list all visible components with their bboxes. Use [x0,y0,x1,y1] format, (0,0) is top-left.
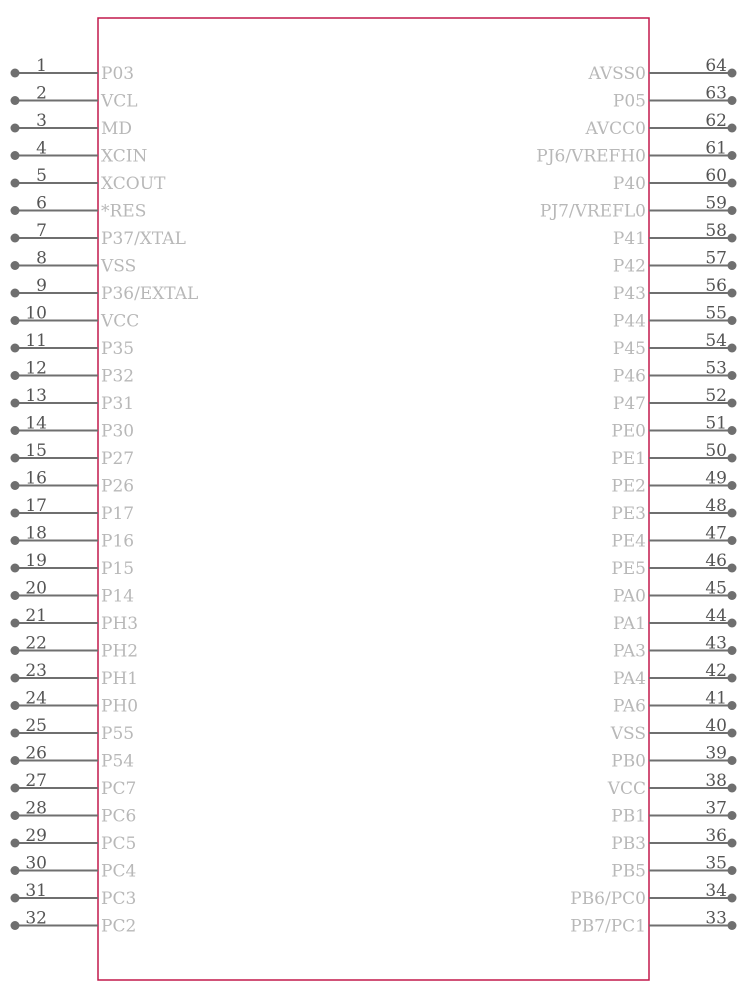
pin-name: P40 [612,174,646,194]
pin-endpoint-dot [11,151,20,160]
pin-name: PE0 [611,421,646,442]
pin-4 [11,139,148,167]
pin-2 [11,84,138,112]
pin-29 [11,826,137,854]
pin-endpoint-dot [728,206,737,215]
pin-name: PC7 [101,779,137,799]
pin-endpoint-dot [11,866,20,875]
pin-endpoint-dot [11,591,20,600]
pin-endpoint-dot [11,69,20,78]
pin-name: PC4 [101,861,137,882]
pin-name: XCOUT [101,174,166,194]
pin-endpoint-dot [11,756,20,765]
pin-name: P43 [612,284,646,304]
left-pin-group [11,56,199,937]
pin-endpoint-dot [11,619,20,628]
pin-endpoint-dot [11,701,20,710]
pin-name: P54 [101,751,135,772]
right-pin-group [536,56,736,937]
pin-number: 24 [25,688,47,709]
pin-name: PJ6/VREFH0 [536,146,646,167]
pin-endpoint-dot [728,811,737,820]
pin-name: PB6/PC0 [570,889,646,909]
pin-name: P17 [101,504,135,524]
pin-endpoint-dot [728,261,737,270]
pin-endpoint-dot [728,124,737,133]
pin-endpoint-dot [11,921,20,930]
pin-name: P37/XTAL [101,229,186,249]
pin-endpoint-dot [728,591,737,600]
pin-number: 64 [705,56,727,76]
pin-17 [11,496,135,524]
pin-number: 34 [705,881,727,901]
pin-name: P14 [101,586,135,607]
pin-endpoint-dot [728,536,737,545]
pin-name: PB5 [611,861,646,882]
pin-endpoint-dot [11,316,20,325]
pin-endpoint-dot [728,646,737,655]
pin-endpoint-dot [11,289,20,298]
pin-name: PE5 [611,559,646,579]
pin-53 [613,359,737,387]
pin-43 [613,634,736,662]
pin-endpoint-dot [11,454,20,463]
pin-endpoint-dot [11,426,20,435]
pin-number: 52 [705,386,727,406]
pin-endpoint-dot [728,619,737,628]
pin-12 [11,359,135,387]
pin-name: P16 [101,531,135,552]
pin-number: 4 [36,138,47,159]
pin-name: PA3 [613,641,646,662]
pin-name: VCC [607,779,646,799]
pin-26 [11,744,135,772]
pin-33 [570,909,736,937]
pin-endpoint-dot [11,481,20,490]
pin-name: P32 [101,366,135,387]
pin-endpoint-dot [728,509,737,518]
pin-37 [611,799,736,827]
pin-number: 37 [705,798,727,819]
pin-name: PH2 [101,641,139,662]
pin-name: P42 [612,256,646,277]
pin-number: 14 [25,413,47,434]
pin-42 [613,661,736,689]
pin-endpoint-dot [728,454,737,463]
pin-6 [11,194,147,222]
pin-number: 58 [705,221,727,241]
pin-18 [11,524,135,552]
pin-number: 41 [705,688,727,709]
pin-28 [11,799,137,827]
pin-number: 19 [25,551,47,571]
pin-name: AVCC0 [585,119,646,139]
pin-number: 46 [705,551,727,571]
pin-endpoint-dot [11,96,20,105]
pin-3 [11,111,133,139]
pin-endpoint-dot [728,866,737,875]
pin-number: 39 [705,743,727,764]
pin-13 [11,386,135,414]
pin-36 [611,826,736,854]
pin-8 [11,249,137,277]
pin-endpoint-dot [728,784,737,793]
pin-number: 26 [25,743,47,764]
pin-number: 56 [705,276,727,296]
pin-number: 12 [25,358,47,379]
pin-number: 59 [705,193,727,214]
pin-name: PC2 [101,916,137,937]
pin-name: PA0 [613,586,646,607]
pin-number: 55 [705,303,727,324]
pin-endpoint-dot [11,564,20,573]
pin-name: P27 [101,449,135,469]
pin-name: PH0 [101,696,139,717]
pin-name: VSS [101,256,137,277]
pin-number: 2 [36,83,47,104]
pin-14 [11,414,135,442]
pin-endpoint-dot [728,234,737,243]
pin-name: PC3 [101,889,137,909]
pin-number: 1 [36,56,47,76]
pin-number: 62 [705,111,727,131]
pin-name: PH1 [101,669,139,689]
pin-50 [611,441,736,469]
pin-number: 7 [36,221,47,241]
pin-27 [11,771,137,799]
pin-22 [11,634,139,662]
pin-name: PC6 [101,806,137,827]
pin-35 [611,854,736,882]
pin-44 [613,606,736,634]
pin-23 [11,661,139,689]
pin-32 [11,909,137,937]
pin-number: 25 [25,716,47,736]
pin-number: 28 [25,798,47,819]
pin-number: 31 [25,881,47,901]
pin-endpoint-dot [728,289,737,298]
pin-endpoint-dot [728,674,737,683]
pin-number: 30 [25,853,47,874]
pin-name: PB1 [611,806,646,827]
pin-endpoint-dot [11,399,20,408]
pin-16 [11,469,135,497]
pin-number: 8 [36,248,47,269]
pin-58 [613,221,737,249]
pin-11 [11,331,135,359]
pin-number: 16 [25,468,47,489]
pin-number: 45 [705,578,727,599]
pin-endpoint-dot [728,179,737,188]
pin-52 [613,386,737,414]
pin-47 [611,524,736,552]
pin-1 [11,56,135,84]
pin-25 [11,716,135,744]
pin-21 [11,606,139,634]
pin-endpoint-dot [11,674,20,683]
pin-number: 13 [25,386,47,406]
pin-number: 49 [705,468,727,489]
pin-name: P26 [101,476,135,497]
pin-name: P30 [101,421,135,442]
pin-55 [613,304,737,332]
pin-56 [613,276,737,304]
pin-number: 33 [705,908,727,929]
pin-name: PE3 [611,504,646,524]
pin-name: P15 [101,559,135,579]
pin-number: 44 [705,606,727,626]
pin-name: P41 [612,229,646,249]
pin-number: 51 [705,413,727,434]
pin-34 [570,881,736,909]
pin-60 [613,166,737,194]
pin-64 [587,56,736,84]
pin-endpoint-dot [11,179,20,188]
pin-20 [11,579,135,607]
pin-number: 32 [25,908,47,929]
pin-endpoint-dot [11,839,20,848]
pin-number: 3 [36,111,47,131]
pin-endpoint-dot [728,839,737,848]
pin-endpoint-dot [728,371,737,380]
pin-number: 61 [705,138,727,159]
pin-number: 29 [25,826,47,846]
pin-49 [611,469,736,497]
pin-endpoint-dot [728,921,737,930]
pin-number: 47 [705,523,727,544]
pin-endpoint-dot [11,344,20,353]
pin-number: 50 [705,441,727,461]
pin-endpoint-dot [728,481,737,490]
pin-number: 48 [705,496,727,516]
pin-endpoint-dot [11,234,20,243]
pin-19 [11,551,135,579]
pin-57 [613,249,737,277]
pin-number: 11 [25,331,47,351]
pin-endpoint-dot [11,729,20,738]
pin-endpoint-dot [728,69,737,78]
pin-endpoint-dot [11,509,20,518]
pin-endpoint-dot [11,261,20,270]
pin-name: PA4 [613,669,646,689]
pin-number: 38 [705,771,727,791]
pin-name: PC5 [101,834,137,854]
pin-31 [11,881,137,909]
pin-number: 20 [25,578,47,599]
pin-name: XCIN [101,146,148,167]
pin-name: PA6 [613,696,646,717]
pin-24 [11,689,139,717]
pin-number: 63 [705,83,727,104]
pin-number: 42 [705,661,727,681]
pin-51 [611,414,736,442]
pin-number: 36 [705,826,727,846]
pin-name: VSS [610,724,646,744]
pin-15 [11,441,135,469]
pin-endpoint-dot [11,124,20,133]
pin-39 [611,744,736,772]
pin-name: PE4 [611,531,646,552]
pin-number: 53 [705,358,727,379]
pin-63 [613,84,737,112]
pin-number: 15 [25,441,47,461]
pin-number: 40 [705,716,727,736]
pin-number: 27 [25,771,47,791]
pin-name: P44 [612,311,646,332]
pin-name: P46 [612,366,646,387]
pin-number: 21 [25,606,47,626]
pin-number: 9 [36,276,47,296]
pin-number: 17 [25,496,47,516]
pin-62 [584,111,736,139]
pin-endpoint-dot [728,151,737,160]
pin-59 [540,194,737,222]
pin-name: VCL [101,91,138,112]
pin-endpoint-dot [728,894,737,903]
pin-endpoint-dot [11,646,20,655]
pin-endpoint-dot [11,206,20,215]
pin-endpoint-dot [728,756,737,765]
pin-name: *RES [101,201,147,222]
pin-name: P31 [101,394,135,414]
pin-name: PJ7/VREFL0 [539,201,646,222]
pin-endpoint-dot [11,536,20,545]
pin-endpoint-dot [728,316,737,325]
pin-38 [607,771,737,799]
pin-name: PE1 [611,449,646,469]
pin-number: 22 [25,633,47,654]
pin-54 [613,331,737,359]
pin-name: P55 [101,724,135,744]
pin-name: PB0 [611,751,646,772]
pin-endpoint-dot [11,811,20,820]
pin-45 [613,579,736,607]
pin-40 [610,716,737,744]
pin-name: P45 [612,339,646,359]
pin-number: 60 [705,166,727,186]
pin-46 [611,551,736,579]
pin-name: PB7/PC1 [570,916,646,937]
pin-name: MD [101,119,133,139]
pin-name: P36/EXTAL [101,284,199,304]
pin-name: PH3 [101,614,139,634]
pin-number: 54 [705,331,727,351]
pin-endpoint-dot [728,564,737,573]
pin-number: 35 [705,853,727,874]
pin-name: PE2 [611,476,646,497]
pin-name: VCC [101,311,140,332]
pin-name: PB3 [611,834,646,854]
pin-endpoint-dot [728,729,737,738]
pin-10 [11,304,140,332]
pin-name: AVSS0 [588,64,646,84]
pin-5 [11,166,167,194]
pin-endpoint-dot [728,701,737,710]
pin-48 [611,496,736,524]
pin-endpoint-dot [11,894,20,903]
pin-61 [536,139,736,167]
pin-number: 5 [36,166,47,186]
pin-endpoint-dot [728,344,737,353]
pin-name: P35 [101,339,135,359]
pin-number: 23 [25,661,47,681]
pin-endpoint-dot [728,399,737,408]
pin-endpoint-dot [11,784,20,793]
pin-number: 43 [705,633,727,654]
pin-endpoint-dot [11,371,20,380]
pin-number: 18 [25,523,47,544]
pin-9 [11,276,199,304]
pin-name: P05 [612,91,646,112]
pin-30 [11,854,137,882]
pin-41 [613,689,736,717]
pin-name: P47 [612,394,646,414]
pin-number: 10 [25,303,47,324]
pin-endpoint-dot [728,96,737,105]
pin-number: 57 [705,248,727,269]
pin-name: P03 [101,64,135,84]
pin-number: 6 [36,193,47,214]
pin-name: PA1 [613,614,646,634]
pin-endpoint-dot [728,426,737,435]
